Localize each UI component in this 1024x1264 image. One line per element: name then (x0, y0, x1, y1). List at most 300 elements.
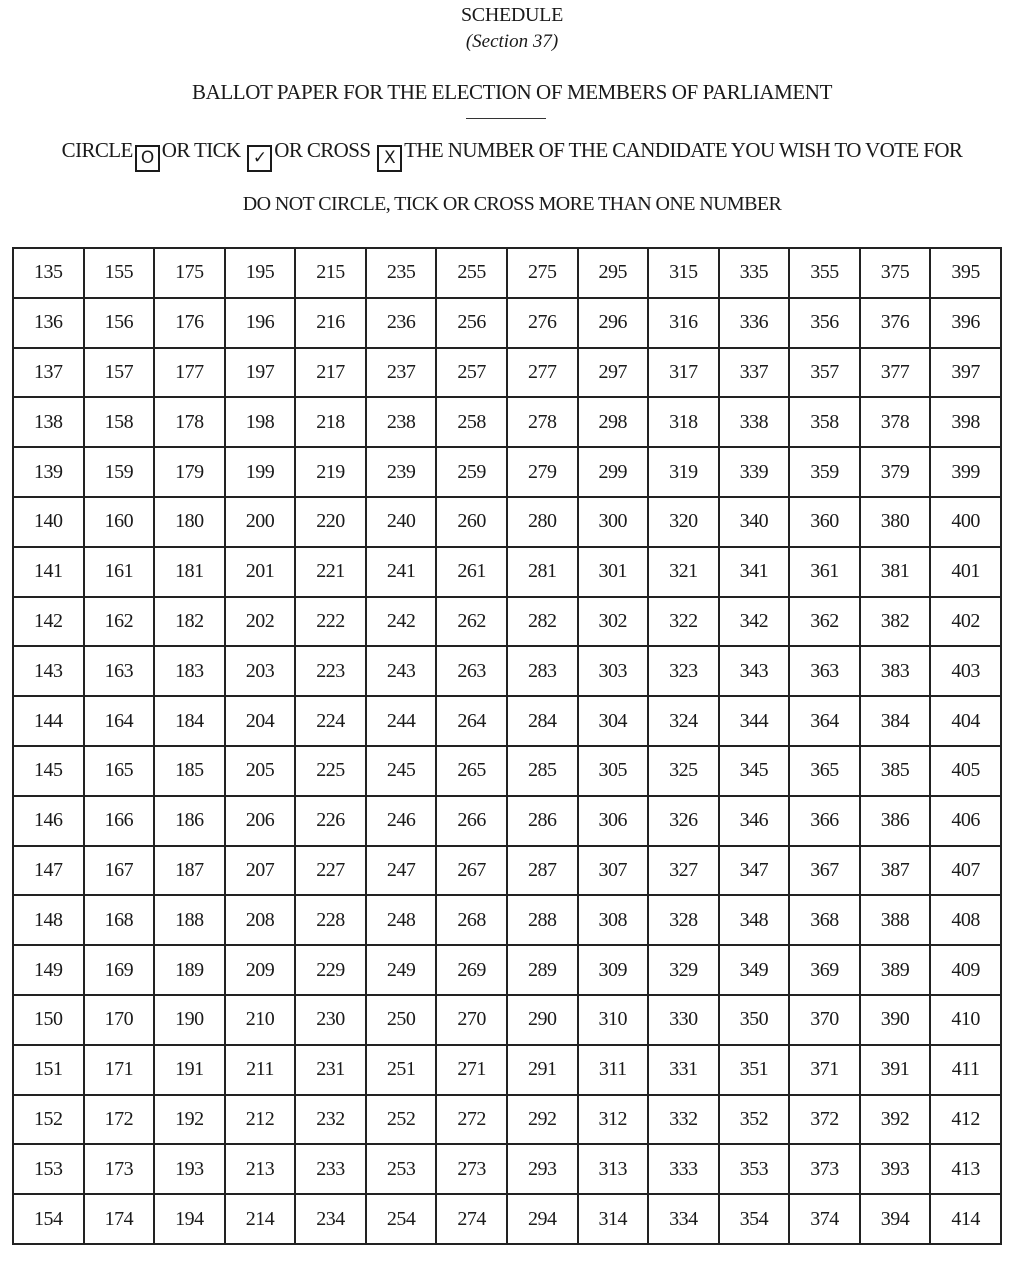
candidate-number-cell[interactable]: 138 (13, 397, 84, 447)
candidate-number-cell[interactable]: 397 (930, 348, 1001, 398)
candidate-number-cell[interactable]: 268 (436, 895, 507, 945)
candidate-number-cell[interactable]: 346 (719, 796, 790, 846)
candidate-number-cell[interactable]: 233 (295, 1144, 366, 1194)
candidate-number-cell[interactable]: 220 (295, 497, 366, 547)
candidate-number-grid (12, 247, 1002, 1245)
candidate-number-cell[interactable]: 170 (84, 995, 155, 1045)
candidate-number-cell[interactable]: 163 (84, 646, 155, 696)
candidate-number-cell[interactable]: 319 (648, 447, 719, 497)
candidate-number-cell[interactable]: 137 (13, 348, 84, 398)
grid-row (13, 746, 1001, 796)
candidate-number-cell[interactable]: 404 (930, 696, 1001, 746)
candidate-number-cell[interactable]: 283 (507, 646, 578, 696)
candidate-number-cell[interactable]: 321 (648, 547, 719, 597)
candidate-number-cell[interactable]: 158 (84, 397, 155, 447)
candidate-number-cell[interactable]: 344 (719, 696, 790, 746)
candidate-number-cell[interactable]: 143 (13, 646, 84, 696)
candidate-number-cell[interactable]: 166 (84, 796, 155, 846)
candidate-number-cell[interactable]: 243 (366, 646, 437, 696)
candidate-number-cell[interactable]: 296 (578, 298, 649, 348)
candidate-number-cell[interactable]: 186 (154, 796, 225, 846)
candidate-number-cell[interactable]: 359 (789, 447, 860, 497)
candidate-number-cell[interactable]: 213 (225, 1144, 296, 1194)
candidate-number-cell[interactable]: 272 (436, 1095, 507, 1145)
candidate-number-cell[interactable]: 232 (295, 1095, 366, 1145)
candidate-number-cell[interactable]: 336 (719, 298, 790, 348)
candidate-number-cell[interactable]: 273 (436, 1144, 507, 1194)
candidate-number-cell[interactable]: 365 (789, 746, 860, 796)
candidate-number-cell[interactable]: 368 (789, 895, 860, 945)
candidate-number-cell[interactable]: 317 (648, 348, 719, 398)
candidate-number-cell[interactable]: 311 (578, 1045, 649, 1095)
candidate-number-cell[interactable]: 252 (366, 1095, 437, 1145)
candidate-number-cell[interactable]: 247 (366, 846, 437, 896)
candidate-number-cell[interactable]: 314 (578, 1194, 649, 1244)
candidate-number-cell[interactable]: 140 (13, 497, 84, 547)
candidate-number-cell[interactable]: 338 (719, 397, 790, 447)
candidate-number-cell[interactable]: 195 (225, 248, 296, 298)
candidate-number-cell[interactable]: 267 (436, 846, 507, 896)
candidate-number-cell[interactable]: 355 (789, 248, 860, 298)
candidate-number-cell[interactable]: 159 (84, 447, 155, 497)
candidate-number-cell[interactable]: 246 (366, 796, 437, 846)
circle-label: CIRCLE (61, 138, 133, 162)
candidate-number-cell[interactable]: 160 (84, 497, 155, 547)
candidate-number-cell[interactable]: 224 (295, 696, 366, 746)
candidate-number-cell[interactable]: 353 (719, 1144, 790, 1194)
candidate-number-cell[interactable]: 263 (436, 646, 507, 696)
candidate-number-cell[interactable]: 310 (578, 995, 649, 1045)
candidate-number-cell[interactable]: 277 (507, 348, 578, 398)
candidate-number-cell[interactable]: 376 (860, 298, 931, 348)
candidate-number-cell[interactable]: 192 (154, 1095, 225, 1145)
candidate-number-cell[interactable]: 259 (436, 447, 507, 497)
candidate-number-cell[interactable]: 309 (578, 945, 649, 995)
grid-row (13, 846, 1001, 896)
candidate-number-cell[interactable]: 329 (648, 945, 719, 995)
candidate-number-cell[interactable]: 187 (154, 846, 225, 896)
candidate-number-cell[interactable]: 181 (154, 547, 225, 597)
candidate-number-cell[interactable]: 395 (930, 248, 1001, 298)
candidate-number-cell[interactable]: 286 (507, 796, 578, 846)
candidate-number-cell[interactable]: 337 (719, 348, 790, 398)
candidate-number-cell[interactable]: 178 (154, 397, 225, 447)
candidate-number-cell[interactable]: 204 (225, 696, 296, 746)
candidate-number-cell[interactable]: 260 (436, 497, 507, 547)
candidate-number-cell[interactable]: 282 (507, 597, 578, 647)
candidate-number-cell[interactable]: 360 (789, 497, 860, 547)
candidate-number-cell[interactable]: 145 (13, 746, 84, 796)
candidate-number-cell[interactable]: 379 (860, 447, 931, 497)
candidate-number-cell[interactable]: 227 (295, 846, 366, 896)
candidate-number-cell[interactable]: 141 (13, 547, 84, 597)
candidate-number-cell[interactable]: 211 (225, 1045, 296, 1095)
candidate-number-cell[interactable]: 142 (13, 597, 84, 647)
candidate-number-cell[interactable]: 217 (295, 348, 366, 398)
candidate-number-cell[interactable]: 182 (154, 597, 225, 647)
candidate-number-cell[interactable]: 228 (295, 895, 366, 945)
candidate-number-cell[interactable]: 151 (13, 1045, 84, 1095)
candidate-number-cell[interactable]: 333 (648, 1144, 719, 1194)
candidate-number-cell[interactable]: 162 (84, 597, 155, 647)
schedule-title: SCHEDULE (460, 4, 564, 26)
candidate-number-cell[interactable]: 306 (578, 796, 649, 846)
candidate-number-cell[interactable]: 312 (578, 1095, 649, 1145)
candidate-number-cell[interactable]: 183 (154, 646, 225, 696)
grid-row (13, 248, 1001, 298)
candidate-number-cell[interactable]: 176 (154, 298, 225, 348)
grid-row (13, 497, 1001, 547)
candidate-number-cell[interactable]: 150 (13, 995, 84, 1045)
candidate-number-cell[interactable]: 156 (84, 298, 155, 348)
candidate-number-cell[interactable]: 144 (13, 696, 84, 746)
candidate-number-cell[interactable]: 194 (154, 1194, 225, 1244)
candidate-number-cell[interactable]: 171 (84, 1045, 155, 1095)
candidate-number-cell[interactable]: 136 (13, 298, 84, 348)
candidate-number-cell[interactable]: 226 (295, 796, 366, 846)
candidate-number-cell[interactable]: 307 (578, 846, 649, 896)
candidate-number-cell[interactable]: 155 (84, 248, 155, 298)
candidate-number-cell[interactable]: 294 (507, 1194, 578, 1244)
candidate-number-cell[interactable]: 169 (84, 945, 155, 995)
candidate-number-cell[interactable]: 201 (225, 547, 296, 597)
candidate-number-cell[interactable]: 331 (648, 1045, 719, 1095)
candidate-number-cell[interactable]: 340 (719, 497, 790, 547)
candidate-number-cell[interactable]: 175 (154, 248, 225, 298)
candidate-number-cell[interactable]: 212 (225, 1095, 296, 1145)
candidate-number-cell[interactable]: 352 (719, 1095, 790, 1145)
candidate-number-cell[interactable]: 209 (225, 945, 296, 995)
candidate-number-cell[interactable]: 364 (789, 696, 860, 746)
candidate-number-cell[interactable]: 238 (366, 397, 437, 447)
candidate-number-cell[interactable]: 188 (154, 895, 225, 945)
candidate-number-cell[interactable]: 373 (789, 1144, 860, 1194)
candidate-number-cell[interactable]: 313 (578, 1144, 649, 1194)
candidate-number-cell[interactable]: 382 (860, 597, 931, 647)
candidate-number-cell[interactable]: 293 (507, 1144, 578, 1194)
candidate-number-cell[interactable]: 235 (366, 248, 437, 298)
candidate-number-cell[interactable]: 303 (578, 646, 649, 696)
candidate-number-cell[interactable]: 193 (154, 1144, 225, 1194)
candidate-number-cell[interactable]: 377 (860, 348, 931, 398)
candidate-number-cell[interactable]: 152 (13, 1095, 84, 1145)
candidate-number-cell[interactable]: 153 (13, 1144, 84, 1194)
candidate-number-cell[interactable]: 279 (507, 447, 578, 497)
candidate-number-cell[interactable]: 320 (648, 497, 719, 547)
candidate-number-cell[interactable]: 298 (578, 397, 649, 447)
candidate-number-cell[interactable]: 330 (648, 995, 719, 1045)
candidate-number-cell[interactable]: 369 (789, 945, 860, 995)
candidate-number-cell[interactable]: 343 (719, 646, 790, 696)
candidate-number-cell[interactable]: 271 (436, 1045, 507, 1095)
candidate-number-cell[interactable]: 274 (436, 1194, 507, 1244)
candidate-number-cell[interactable]: 410 (930, 995, 1001, 1045)
candidate-number-cell[interactable]: 236 (366, 298, 437, 348)
grid-row (13, 348, 1001, 398)
candidate-number-cell[interactable]: 180 (154, 497, 225, 547)
candidate-number-cell[interactable]: 215 (295, 248, 366, 298)
candidate-number-cell[interactable]: 392 (860, 1095, 931, 1145)
candidate-number-cell[interactable]: 254 (366, 1194, 437, 1244)
candidate-number-cell[interactable]: 225 (295, 746, 366, 796)
candidate-number-cell[interactable]: 297 (578, 348, 649, 398)
candidate-number-cell[interactable]: 396 (930, 298, 1001, 348)
candidate-number-cell[interactable]: 285 (507, 746, 578, 796)
candidate-number-cell[interactable]: 229 (295, 945, 366, 995)
candidate-number-cell[interactable]: 358 (789, 397, 860, 447)
candidate-number-cell[interactable]: 381 (860, 547, 931, 597)
candidate-number-cell[interactable]: 266 (436, 796, 507, 846)
candidate-number-cell[interactable]: 219 (295, 447, 366, 497)
single-vote-warning: DO NOT CIRCLE, TICK OR CROSS MORE THAN ONE NUMBER (242, 193, 782, 215)
ballot-paper-title: BALLOT PAPER FOR THE ELECTION OF MEMBERS OF PARLIAMENT (192, 80, 832, 104)
candidate-number-cell[interactable]: 391 (860, 1045, 931, 1095)
candidate-number-cell[interactable]: 146 (13, 796, 84, 846)
candidate-number-cell[interactable]: 305 (578, 746, 649, 796)
candidate-number-cell[interactable]: 322 (648, 597, 719, 647)
candidate-number-cell[interactable]: 357 (789, 348, 860, 398)
candidate-number-cell[interactable]: 261 (436, 547, 507, 597)
candidate-number-cell[interactable]: 280 (507, 497, 578, 547)
candidate-number-cell[interactable]: 147 (13, 846, 84, 896)
candidate-number-cell[interactable]: 399 (930, 447, 1001, 497)
candidate-number-cell[interactable]: 208 (225, 895, 296, 945)
candidate-number-cell[interactable]: 249 (366, 945, 437, 995)
candidate-number-cell[interactable]: 135 (13, 248, 84, 298)
candidate-number-cell[interactable]: 351 (719, 1045, 790, 1095)
candidate-number-cell[interactable]: 328 (648, 895, 719, 945)
candidate-number-cell[interactable]: 363 (789, 646, 860, 696)
candidate-number-cell[interactable]: 245 (366, 746, 437, 796)
candidate-number-cell[interactable]: 402 (930, 597, 1001, 647)
candidate-number-cell[interactable]: 350 (719, 995, 790, 1045)
candidate-number-cell[interactable]: 383 (860, 646, 931, 696)
candidate-number-cell[interactable]: 291 (507, 1045, 578, 1095)
candidate-number-cell[interactable]: 371 (789, 1045, 860, 1095)
candidate-number-cell[interactable]: 349 (719, 945, 790, 995)
candidate-number-cell[interactable]: 385 (860, 746, 931, 796)
candidate-number-cell[interactable]: 348 (719, 895, 790, 945)
candidate-number-cell[interactable]: 200 (225, 497, 296, 547)
grid-row (13, 796, 1001, 846)
cross-mark-icon: X (377, 145, 402, 172)
candidate-number-cell[interactable]: 398 (930, 397, 1001, 447)
candidate-number-cell[interactable]: 239 (366, 447, 437, 497)
candidate-number-cell[interactable]: 370 (789, 995, 860, 1045)
candidate-number-cell[interactable]: 325 (648, 746, 719, 796)
grid-row (13, 646, 1001, 696)
candidate-number-cell[interactable]: 372 (789, 1095, 860, 1145)
candidate-number-cell[interactable]: 389 (860, 945, 931, 995)
candidate-number-cell[interactable]: 341 (719, 547, 790, 597)
candidate-number-cell[interactable]: 256 (436, 298, 507, 348)
candidate-number-cell[interactable]: 388 (860, 895, 931, 945)
candidate-number-cell[interactable]: 318 (648, 397, 719, 447)
candidate-number-cell[interactable]: 375 (860, 248, 931, 298)
candidate-number-cell[interactable]: 394 (860, 1194, 931, 1244)
candidate-number-cell[interactable]: 386 (860, 796, 931, 846)
grid-row (13, 696, 1001, 746)
candidate-number-cell[interactable]: 139 (13, 447, 84, 497)
candidate-number-cell[interactable]: 184 (154, 696, 225, 746)
candidate-number-cell[interactable]: 189 (154, 945, 225, 995)
candidate-number-cell[interactable]: 374 (789, 1194, 860, 1244)
candidate-number-cell[interactable]: 275 (507, 248, 578, 298)
candidate-number-cell[interactable]: 412 (930, 1095, 1001, 1145)
candidate-number-cell[interactable]: 177 (154, 348, 225, 398)
grid-row (13, 945, 1001, 995)
candidate-number-cell[interactable]: 230 (295, 995, 366, 1045)
candidate-number-cell[interactable]: 216 (295, 298, 366, 348)
candidate-number-cell[interactable]: 265 (436, 746, 507, 796)
candidate-number-cell[interactable]: 242 (366, 597, 437, 647)
candidate-number-cell[interactable]: 361 (789, 547, 860, 597)
candidate-number-cell[interactable]: 198 (225, 397, 296, 447)
candidate-number-cell[interactable]: 167 (84, 846, 155, 896)
candidate-number-cell[interactable]: 276 (507, 298, 578, 348)
candidate-number-cell[interactable]: 332 (648, 1095, 719, 1145)
candidate-number-cell[interactable]: 403 (930, 646, 1001, 696)
candidate-number-cell[interactable]: 411 (930, 1045, 1001, 1095)
candidate-number-cell[interactable]: 335 (719, 248, 790, 298)
candidate-number-cell[interactable]: 347 (719, 846, 790, 896)
candidate-number-cell[interactable]: 295 (578, 248, 649, 298)
candidate-number-cell[interactable]: 308 (578, 895, 649, 945)
candidate-number-cell[interactable]: 393 (860, 1144, 931, 1194)
candidate-number-cell[interactable]: 413 (930, 1144, 1001, 1194)
candidate-number-cell[interactable]: 154 (13, 1194, 84, 1244)
candidate-number-cell[interactable]: 292 (507, 1095, 578, 1145)
candidate-number-cell[interactable]: 324 (648, 696, 719, 746)
title-divider (466, 118, 546, 119)
candidate-number-cell[interactable]: 315 (648, 248, 719, 298)
candidate-number-cell[interactable]: 172 (84, 1095, 155, 1145)
tick-mark-icon: ✓ (247, 145, 272, 172)
candidate-number-cell[interactable]: 244 (366, 696, 437, 746)
candidate-number-cell[interactable]: 284 (507, 696, 578, 746)
candidate-number-cell[interactable]: 203 (225, 646, 296, 696)
candidate-number-cell[interactable]: 161 (84, 547, 155, 597)
candidate-number-cell[interactable]: 206 (225, 796, 296, 846)
candidate-number-cell[interactable]: 191 (154, 1045, 225, 1095)
candidate-number-cell[interactable]: 278 (507, 397, 578, 447)
candidate-number-cell[interactable]: 234 (295, 1194, 366, 1244)
candidate-number-cell[interactable]: 165 (84, 746, 155, 796)
candidate-number-cell[interactable]: 202 (225, 597, 296, 647)
candidate-number-cell[interactable]: 390 (860, 995, 931, 1045)
candidate-number-cell[interactable]: 378 (860, 397, 931, 447)
candidate-number-cell[interactable]: 304 (578, 696, 649, 746)
candidate-number-cell[interactable]: 301 (578, 547, 649, 597)
candidate-number-cell[interactable]: 401 (930, 547, 1001, 597)
candidate-number-cell[interactable]: 164 (84, 696, 155, 746)
candidate-number-cell[interactable]: 384 (860, 696, 931, 746)
candidate-number-cell[interactable]: 241 (366, 547, 437, 597)
candidate-number-cell[interactable]: 345 (719, 746, 790, 796)
candidate-number-cell[interactable]: 258 (436, 397, 507, 447)
candidate-number-cell[interactable]: 289 (507, 945, 578, 995)
candidate-number-cell[interactable]: 299 (578, 447, 649, 497)
candidate-number-cell[interactable]: 281 (507, 547, 578, 597)
candidate-number-cell[interactable]: 196 (225, 298, 296, 348)
candidate-number-cell[interactable]: 149 (13, 945, 84, 995)
candidate-number-cell[interactable]: 257 (436, 348, 507, 398)
candidate-number-cell[interactable]: 174 (84, 1194, 155, 1244)
candidate-number-cell[interactable]: 190 (154, 995, 225, 1045)
candidate-number-cell[interactable]: 148 (13, 895, 84, 945)
candidate-number-cell[interactable]: 366 (789, 796, 860, 846)
candidate-number-cell[interactable]: 197 (225, 348, 296, 398)
candidate-number-cell[interactable]: 406 (930, 796, 1001, 846)
candidate-number-cell[interactable]: 408 (930, 895, 1001, 945)
candidate-number-cell[interactable]: 300 (578, 497, 649, 547)
candidate-number-cell[interactable]: 248 (366, 895, 437, 945)
candidate-number-cell[interactable]: 251 (366, 1045, 437, 1095)
grid-row (13, 447, 1001, 497)
candidate-number-cell[interactable]: 250 (366, 995, 437, 1045)
candidate-number-cell[interactable]: 334 (648, 1194, 719, 1244)
candidate-number-cell[interactable]: 339 (719, 447, 790, 497)
candidate-number-cell[interactable]: 264 (436, 696, 507, 746)
candidate-number-cell[interactable]: 362 (789, 597, 860, 647)
candidate-number-cell[interactable]: 214 (225, 1194, 296, 1244)
grid-row (13, 1144, 1001, 1194)
candidate-number-cell[interactable]: 237 (366, 348, 437, 398)
candidate-number-cell[interactable]: 414 (930, 1194, 1001, 1244)
candidate-number-cell[interactable]: 262 (436, 597, 507, 647)
candidate-number-cell[interactable]: 270 (436, 995, 507, 1045)
candidate-number-cell[interactable]: 199 (225, 447, 296, 497)
candidate-number-cell[interactable]: 387 (860, 846, 931, 896)
candidate-number-cell[interactable]: 407 (930, 846, 1001, 896)
grid-row (13, 895, 1001, 945)
candidate-number-cell[interactable]: 326 (648, 796, 719, 846)
candidate-number-cell[interactable]: 354 (719, 1194, 790, 1244)
candidate-number-cell[interactable]: 221 (295, 547, 366, 597)
candidate-number-cell[interactable]: 316 (648, 298, 719, 348)
candidate-number-cell[interactable]: 185 (154, 746, 225, 796)
candidate-number-cell[interactable]: 290 (507, 995, 578, 1045)
candidate-number-cell[interactable]: 400 (930, 497, 1001, 547)
candidate-number-cell[interactable]: 223 (295, 646, 366, 696)
candidate-number-cell[interactable]: 255 (436, 248, 507, 298)
candidate-number-cell[interactable]: 168 (84, 895, 155, 945)
candidate-number-cell[interactable]: 356 (789, 298, 860, 348)
candidate-number-cell[interactable]: 253 (366, 1144, 437, 1194)
candidate-number-cell[interactable]: 269 (436, 945, 507, 995)
candidate-number-cell[interactable]: 240 (366, 497, 437, 547)
candidate-number-cell[interactable]: 405 (930, 746, 1001, 796)
candidate-number-cell[interactable]: 342 (719, 597, 790, 647)
candidate-number-cell[interactable]: 288 (507, 895, 578, 945)
candidate-number-cell[interactable]: 287 (507, 846, 578, 896)
candidate-number-cell[interactable]: 207 (225, 846, 296, 896)
candidate-number-cell[interactable]: 179 (154, 447, 225, 497)
candidate-number-cell[interactable]: 409 (930, 945, 1001, 995)
candidate-number-cell[interactable]: 323 (648, 646, 719, 696)
candidate-number-cell[interactable]: 173 (84, 1144, 155, 1194)
candidate-number-cell[interactable]: 231 (295, 1045, 366, 1095)
candidate-number-cell[interactable]: 218 (295, 397, 366, 447)
candidate-number-cell[interactable]: 380 (860, 497, 931, 547)
candidate-number-cell[interactable]: 367 (789, 846, 860, 896)
candidate-number-cell[interactable]: 327 (648, 846, 719, 896)
candidate-number-cell[interactable]: 302 (578, 597, 649, 647)
candidate-number-cell[interactable]: 222 (295, 597, 366, 647)
candidate-number-cell[interactable]: 210 (225, 995, 296, 1045)
candidate-number-cell[interactable]: 157 (84, 348, 155, 398)
candidate-number-cell[interactable]: 205 (225, 746, 296, 796)
